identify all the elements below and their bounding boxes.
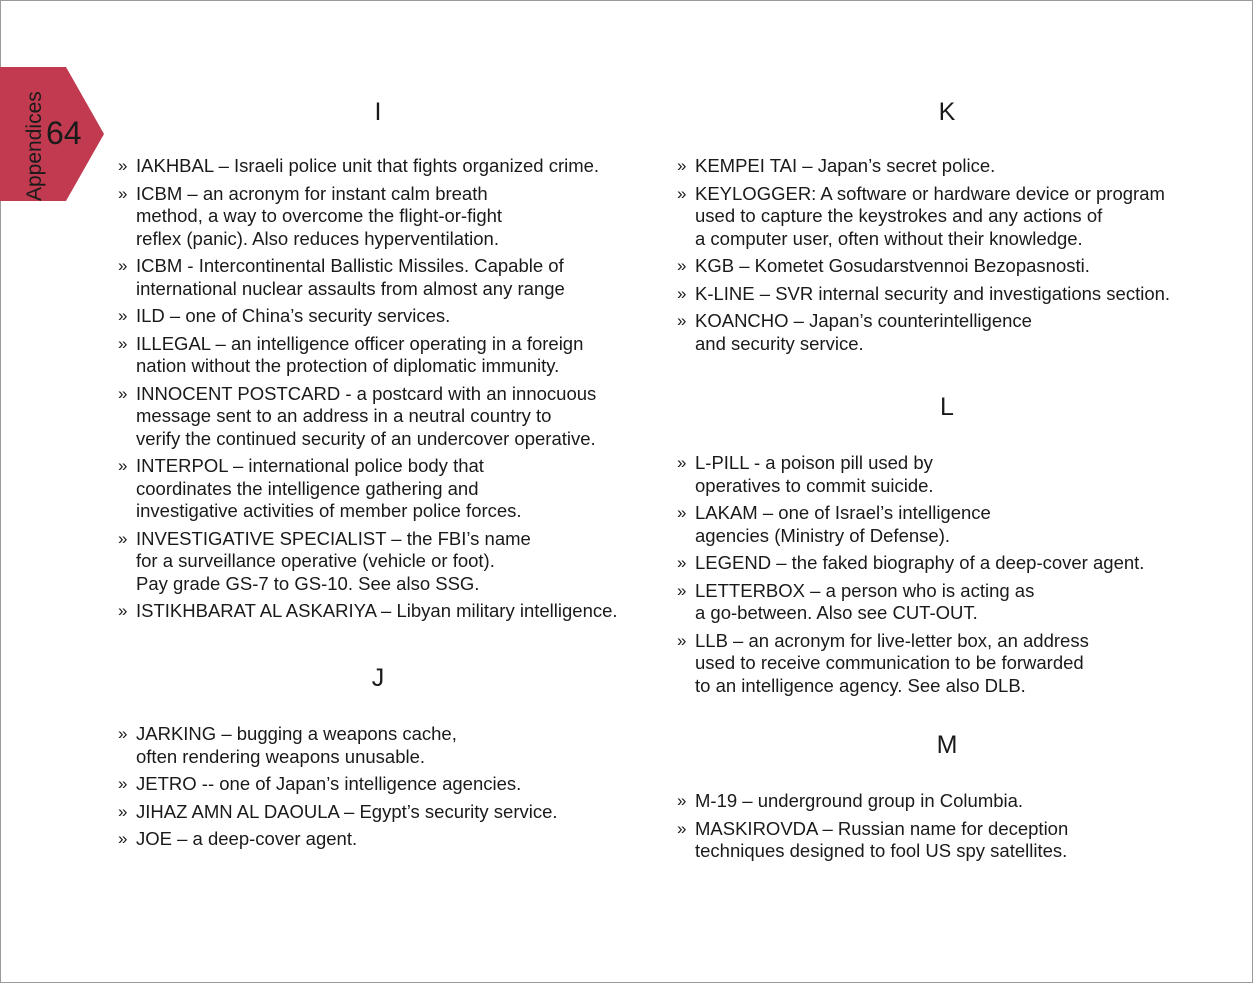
entry-text-line: L-PILL - a poison pill used by xyxy=(695,452,933,473)
glossary-entry xyxy=(677,255,1217,278)
entry-text-line: INVESTIGATIVE SPECIALIST – the FBI’s name xyxy=(136,527,531,549)
entry-text-line: Pay grade GS-7 to GS-10. See also SSG. xyxy=(136,572,480,594)
bullet-icon: » xyxy=(118,183,128,203)
entry-text-line: agencies (Ministry of Defense). xyxy=(695,524,950,546)
section-m xyxy=(677,731,1217,868)
glossary-entry xyxy=(118,773,638,796)
section-heading: M xyxy=(936,731,958,759)
entry-text-line: ILD – one of China’s security services. xyxy=(136,305,451,326)
glossary-entry xyxy=(677,452,1217,497)
section-heading: L xyxy=(940,393,954,421)
bullet-icon: » xyxy=(677,283,687,303)
bullet-icon: » xyxy=(118,829,128,848)
entry-text-line: coordinates the intelligence gathering and xyxy=(136,477,479,499)
entry-text-line: JARKING – bugging a weapons cache, xyxy=(136,723,457,744)
bullet-icon: » xyxy=(118,601,128,620)
entry-text-line: to an intelligence agency. See also DLB. xyxy=(695,674,1026,696)
bullet-icon: » xyxy=(118,724,128,743)
bullet-icon: » xyxy=(677,183,687,203)
bullet-icon: » xyxy=(677,156,687,175)
bullet-icon: » xyxy=(118,456,128,475)
entry-list xyxy=(677,155,1217,355)
bullet-icon: » xyxy=(118,256,128,275)
glossary-entry xyxy=(118,155,638,178)
glossary-entry xyxy=(677,310,1217,355)
glossary-entry xyxy=(677,580,1217,625)
entry-text-line: reflex (panic). Also reduces hyperventilation. xyxy=(136,227,499,249)
bullet-icon: » xyxy=(118,156,128,175)
section-heading: I xyxy=(374,98,382,126)
bullet-icon: » xyxy=(118,774,128,793)
entry-text-line: INTERPOL – international police body that xyxy=(136,455,484,476)
glossary-entry xyxy=(677,552,1217,575)
entry-text-line: M-19 – underground group in Columbia. xyxy=(695,790,1024,811)
glossary-entry xyxy=(118,183,638,251)
bullet-icon: » xyxy=(677,503,687,522)
bullet-icon: » xyxy=(677,630,687,650)
section-j xyxy=(118,664,638,856)
entry-text-line: operatives to commit suicide. xyxy=(695,474,934,496)
entry-text-line: KOANCHO – Japan’s counterintelligence xyxy=(695,310,1032,331)
bullet-icon: » xyxy=(677,791,687,810)
entry-text-line: LAKAM – one of Israel’s intelligence xyxy=(695,502,991,523)
entry-text-line: KEMPEI TAI – Japan’s secret police. xyxy=(695,155,996,176)
bullet-icon: » xyxy=(118,333,128,353)
section-i xyxy=(118,98,638,628)
entry-text-line: JETRO -- one of Japan’s intelligence agencies. xyxy=(136,773,522,794)
bullet-icon: » xyxy=(118,383,128,403)
bullet-icon: » xyxy=(677,453,687,472)
entry-text-line: ILLEGAL – an intelligence officer operating in a foreign xyxy=(136,332,584,354)
entry-list xyxy=(677,790,1217,863)
entry-text-line: LLB – an acronym for live-letter box, an address xyxy=(695,629,1089,651)
bullet-icon: » xyxy=(677,553,687,572)
entry-text-line: techniques designed to fool US spy satellites. xyxy=(695,840,1068,861)
entry-text-line: investigative activities of member police forces. xyxy=(136,500,522,521)
entry-text-line: message sent to an address in a neutral country to xyxy=(136,405,552,426)
entry-text-line: for a surveillance operative (vehicle or foot). xyxy=(136,550,495,571)
glossary-entry xyxy=(677,790,1217,813)
entry-text-line: LETTERBOX – a person who is acting as xyxy=(695,579,1035,601)
entry-text-line: INNOCENT POSTCARD - a postcard with an innocuous xyxy=(136,382,597,404)
entry-text-line: and security service. xyxy=(695,332,864,354)
section-tab-label: Appendices xyxy=(23,91,46,201)
glossary-entry xyxy=(118,528,638,596)
glossary-entry xyxy=(118,255,638,300)
entry-text-line: LEGEND – the faked biography of a deep-cover agent. xyxy=(695,552,1145,573)
bullet-icon: » xyxy=(118,306,128,325)
glossary-entry xyxy=(118,305,638,328)
entry-list xyxy=(118,155,638,623)
entry-text-line: verify the continued security of an undercover operative. xyxy=(136,427,596,449)
glossary-entry xyxy=(118,333,638,378)
entry-text-line: a computer user, often without their knowledge. xyxy=(695,227,1083,249)
section-heading: J xyxy=(371,664,385,692)
glossary-entry xyxy=(118,383,638,451)
bullet-icon: » xyxy=(677,818,687,838)
entry-text-line: JIHAZ AMN AL DAOULA – Egypt’s security service. xyxy=(136,800,558,822)
entry-text-line: a go-between. Also see CUT-OUT. xyxy=(695,602,978,623)
entry-text-line: ICBM – an acronym for instant calm breath xyxy=(136,182,488,204)
glossary-entry xyxy=(677,818,1217,863)
bullet-icon: » xyxy=(677,311,687,330)
entry-text-line: IAKHBAL – Israeli police unit that fights organized crime. xyxy=(136,155,600,176)
section-tab xyxy=(0,67,104,201)
bullet-icon: » xyxy=(118,528,128,548)
entry-text-line: used to receive communication to be forwarded xyxy=(695,652,1084,673)
entry-text-line: used to capture the keystrokes and any actions of xyxy=(695,205,1103,226)
entry-text-line: KEYLOGGER: A software or hardware device or program xyxy=(695,182,1165,204)
bullet-icon: » xyxy=(118,801,128,821)
section-heading: K xyxy=(938,98,956,126)
bullet-icon: » xyxy=(677,256,687,275)
section-l xyxy=(677,393,1217,702)
glossary-entry xyxy=(118,723,638,768)
glossary-entry xyxy=(677,630,1217,698)
entry-list xyxy=(677,452,1217,697)
glossary-entry xyxy=(677,502,1217,547)
entry-text-line: method, a way to overcome the flight-or-fight xyxy=(136,205,503,226)
glossary-entry xyxy=(677,283,1217,306)
entry-text-line: JOE – a deep-cover agent. xyxy=(136,828,358,849)
entry-list xyxy=(118,723,638,851)
entry-text-line: ICBM - Intercontinental Ballistic Missiles. Capable of xyxy=(136,255,564,276)
entry-text-line: MASKIROVDA – Russian name for deception xyxy=(695,817,1069,839)
glossary-entry xyxy=(677,155,1217,178)
entry-text-line: ISTIKHBARAT AL ASKARIYA – Libyan military intelligence. xyxy=(136,600,618,621)
glossary-entry xyxy=(118,828,638,851)
entry-text-line: nation without the protection of diplomatic immunity. xyxy=(136,355,560,376)
entry-text-line: KGB – Kometet Gosudarstvennoi Bezopasnosti. xyxy=(695,255,1090,276)
bullet-icon: » xyxy=(677,580,687,600)
glossary-entry xyxy=(118,801,638,824)
entry-text-line: international nuclear assaults from almost any range xyxy=(136,277,565,299)
glossary-entry xyxy=(677,183,1217,251)
section-k xyxy=(677,98,1217,360)
page-number: 64 xyxy=(46,115,82,151)
glossary-entry xyxy=(118,600,638,623)
entry-text-line: often rendering weapons unusable. xyxy=(136,745,426,767)
entry-text-line: K-LINE – SVR internal security and investigations section. xyxy=(695,282,1171,304)
glossary-entry xyxy=(118,455,638,523)
